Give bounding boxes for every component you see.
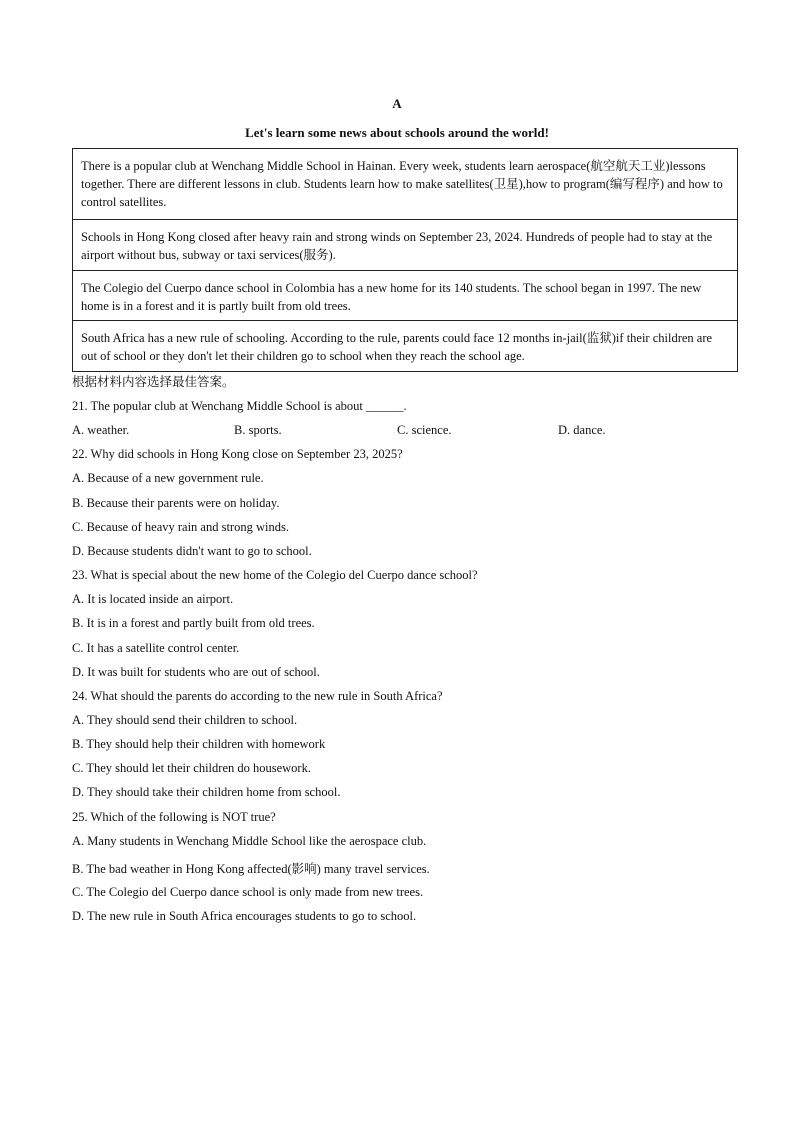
option-23-b[interactable]: B. It is in a forest and partly built from old trees. <box>72 616 315 630</box>
option-21-b[interactable]: B. sports. <box>234 423 282 437</box>
option-24-d[interactable]: D. They should take their children home from school. <box>72 785 341 799</box>
option-22-c[interactable]: C. Because of heavy rain and strong winds. <box>72 520 289 534</box>
option-25-c[interactable]: C. The Colegio del Cuerpo dance school is only made from new trees. <box>72 885 424 899</box>
news-item-hong-kong: Schools in Hong Kong closed after heavy rain and strong winds on September 23, 2024. Hundreds of people had to stay at the airport without bus, subway or taxi services(服务). <box>73 220 737 271</box>
option-22-d[interactable]: D. Because students didn't want to go to school. <box>72 544 312 558</box>
option-22-a[interactable]: A. Because of a new government rule. <box>72 471 264 485</box>
option-23-c[interactable]: C. It has a satellite control center. <box>72 641 240 655</box>
news-item-wenchang: There is a popular club at Wenchang Middle School in Hainan. Every week, students learn aerospace(航空航天工业)lessons together. There are different lessons in club. Students learn how to make satellites(卫星),how to program(编写程序) and how to control satellites. <box>73 149 737 220</box>
option-21-a[interactable]: A. weather. <box>72 423 130 437</box>
question-22: 22. Why did schools in Hong Kong close on September 23, 2025? <box>72 447 403 461</box>
news-table <box>72 148 738 372</box>
option-24-c[interactable]: C. They should let their children do housework. <box>72 761 311 775</box>
option-24-b[interactable]: B. They should help their children with homework <box>72 737 326 751</box>
question-24: 24. What should the parents do according to the new rule in South Africa? <box>72 689 443 703</box>
option-23-d[interactable]: D. It was built for students who are out of school. <box>72 665 320 679</box>
option-21-d[interactable]: D. dance. <box>558 423 606 437</box>
option-22-b[interactable]: B. Because their parents were on holiday. <box>72 496 280 510</box>
section-letter: A <box>392 96 402 111</box>
option-21-c[interactable]: C. science. <box>397 423 452 437</box>
option-25-d[interactable]: D. The new rule in South Africa encourages students to go to school. <box>72 909 417 923</box>
option-24-a[interactable]: A. They should send their children to school. <box>72 713 298 727</box>
option-23-a[interactable]: A. It is located inside an airport. <box>72 592 234 606</box>
option-25-a[interactable]: A. Many students in Wenchang Middle School like the aerospace club. <box>72 834 427 848</box>
option-25-b[interactable]: B. The bad weather in Hong Kong affected(影响) many travel services. <box>72 862 430 876</box>
section-title: Let's learn some news about schools around the world! <box>245 125 549 140</box>
news-item-south-africa: South Africa has a new rule of schooling. According to the rule, parents could face 12 months in-jail(监狱)if their children are out of school or they don't let their children go to school when they reach the school age. <box>81 331 713 363</box>
news-item-colombia: The Colegio del Cuerpo dance school in Colombia has a new home for its 140 students. The school began in 1997. The new home is in a forest and it is partly built from old trees. <box>73 271 737 321</box>
question-23: 23. What is special about the new home of the Colegio del Cuerpo dance school? <box>72 568 478 582</box>
instructions: 根据材料内容选择最佳答案。 <box>72 374 235 389</box>
question-25: 25. Which of the following is NOT true? <box>72 810 276 824</box>
question-21: 21. The popular club at Wenchang Middle School is about ______. <box>72 399 407 413</box>
